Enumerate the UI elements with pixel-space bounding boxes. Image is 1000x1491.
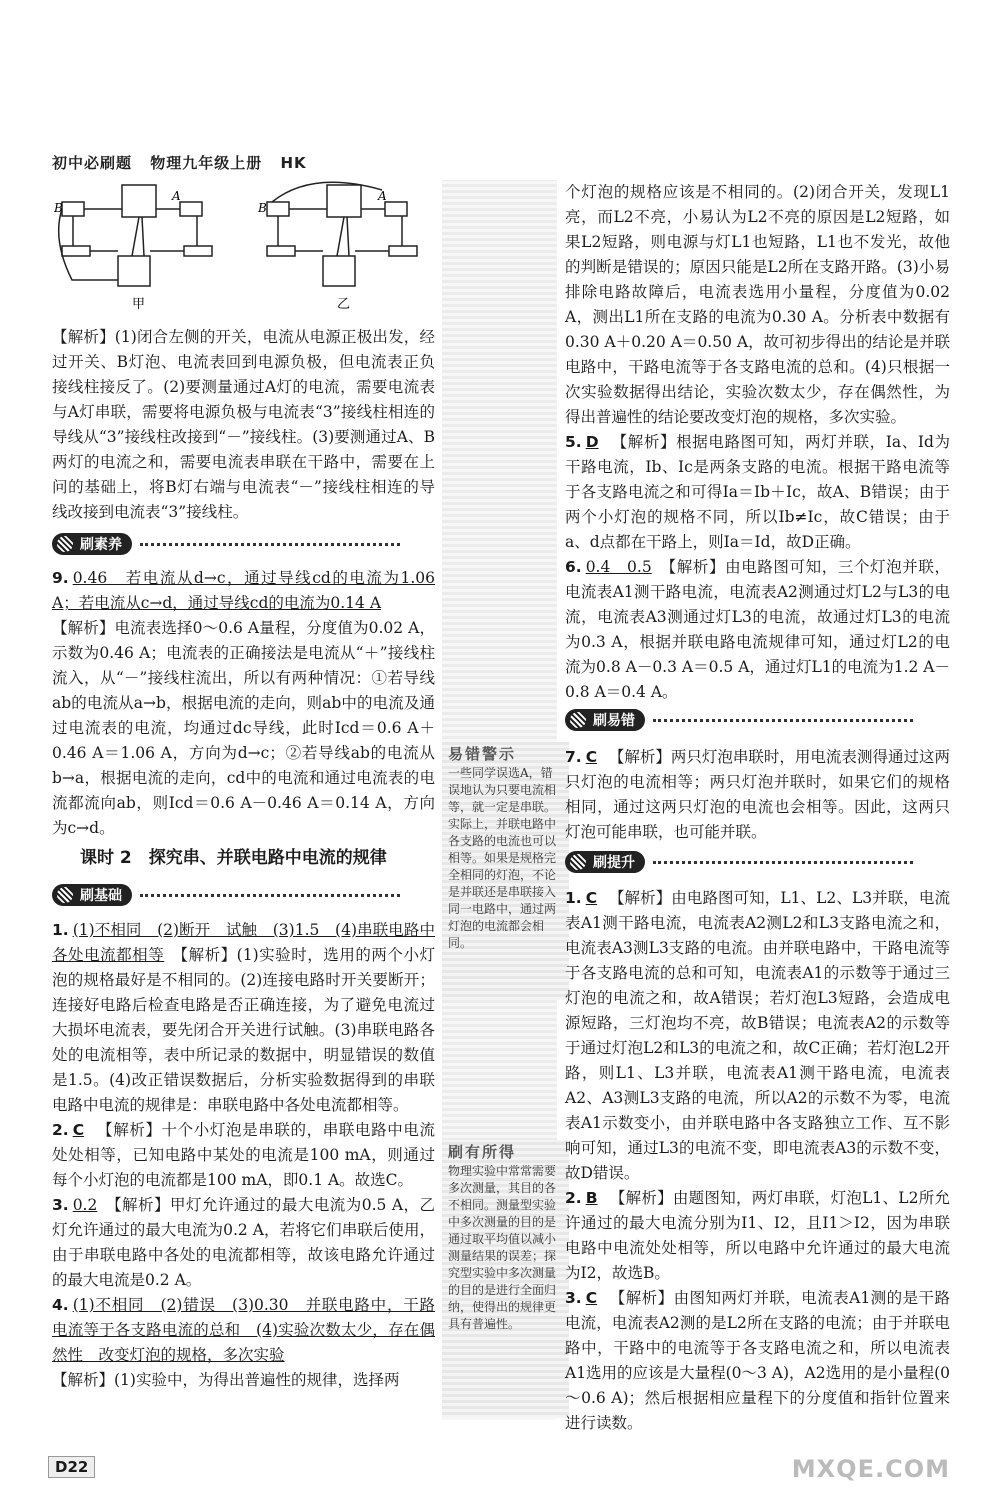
paragraph: 个灯泡的规格应该是不相同的。(2)闭合开关，发现L1亮，而L2不亮，小易认为L2不亮的原因是L2短路，如果L2短路，则电源与灯L1也短路，L1也不发光，故他的判断是错误的；原因只能是L2所在支路开路。(3)小易排除电路故障后，电流表选用小量程，分度值为0.02 A，测出L1所在支路的电流为0.30 A。分析表中数据有0.30 A＋0.20 A＝0.50 A，故可初步得出的结论是并联电路中，干路电流等于各支路电流的总和。(4)只根据一次实验数据得出结论，实验次数太少，存在偶然性，为得出普遍性的结论要改变灯泡的规格，多次实验。 — [565, 183, 950, 426]
section-tisheng — [565, 851, 913, 875]
tip-title: 易错警示 — [448, 745, 517, 763]
bulb-b-label-2: B — [258, 201, 267, 215]
question-5: 5. D 【解析】根据电路图可知，两灯并联，Ia、Id为干路电流，Ib、Ic是两条支路的电流。根据干路电流等于各支路电流之和可得Ia＝Ib＋Ic，故A、B错误；由于两个小灯泡的规格不同，所以Ib≠Ic，故C错误；由于a、d点都在干路上，则Ia＝Id，故D正确。 — [565, 433, 950, 551]
circuit-figure — [52, 180, 442, 320]
section-label: 刷提升 — [565, 851, 645, 873]
circuit-jia — [59, 185, 212, 286]
section-jichu — [52, 884, 400, 908]
left-block-3 — [52, 918, 435, 1393]
section-yicuo — [565, 709, 913, 733]
bulb-b-label: B — [54, 201, 63, 215]
question-9-explanation: 【解析】电流表选择0～0.6 A量程，分度值为0.02 A，示数为0.46 A；电流表的正确接法是电流从“＋”接线柱流入，从“－”接线柱流出，所以有两种情况：①若导线ab的电流从a→b，根据电流的走向，则ab中的电流及通过电流表的电流，均通过dc导线，此时Icd＝0.6 A＋0.46 A＝1.06 A，方向为d→c；②若导线ab的电流从b→a，根据电流的走向，cd中的电流和通过电流表的电流都流向ab，则Icd＝0.6 A－0.46 A＝0.14 A，方向为c→d。 — [52, 619, 435, 837]
question-1: 1. (1)不相同 (2)断开 试触 (3)1.5 (4)串联电路中各处电流都相等 【解析】(1)实验时，选用的两个小灯泡的规格最好是不相同的。(2)连接电路时开关要断开；连接好电路后检查电路是否正确连接，为了避免电流过大损坏电流表，要先闭合开关进行试触。(3)串联电路各处的电流相等，表中所记录的数据中，明显错误的数值是1.5。(4)改正错误数据后，分析实验数据得到的串联电路中电流的规律是：串联电路中各处电流都相等。 — [52, 921, 435, 1114]
tisheng-question-3: 3. C 【解析】由图知两灯并联，电流表A1测的是干路电流，电流表A2测的是L2所在支路的电流；由于并联电路中，干路中的电流等于各支路电流之和，所以电流表A1选用的应该是大量程(0～3 A)，A2选用的是小量程(0～0.6 A)；然后根据相应量程下的分度值和指针位置来进行读数。 — [565, 1289, 950, 1432]
question-7: 7. C 【解析】两只灯泡串联时，用电流表测得通过这两只灯泡的电流相等；两只灯泡并联时，如果它们的规格相同，通过这两只灯泡的电流也会相等。因此，这两只灯泡可能串联，也可能并联。 — [565, 748, 950, 841]
question-6: 6. 0.4 0.5 【解析】由电路图可知，三个灯泡并联，电流表A1测干路电流，电流表A2测通过灯L2与L3的电流，电流表A3测通过灯L3的电流，故通过灯L3的电流为0.3 A，根据并联电路电流规律可知，通过灯L2的电流为0.8 A－0.3 A＝0.5 A，通过灯L1的电流为1.2 A－0.8 A＝0.4 A。 — [565, 558, 950, 701]
tip-body: 一些同学误选A，错误地认为只要电流相等，就一定是串联。实际上，并联电路中各支路的电流也可以相等。如果是规格完全相同的灯泡，不论是并联还是串联接入同一电路中，通过两灯泡的电流都会相同。 — [448, 766, 557, 950]
tip-box-gain — [442, 1140, 569, 1418]
question-2: 2. C 【解析】十个小灯泡是串联的，串联电路中电流处处相等，已知电路中某处的电流是100 mA，则通过每个小灯泡的电流都是100 mA，即0.1 A。故选C。 — [52, 1121, 435, 1189]
right-block-1 — [565, 180, 950, 705]
section-label: 刷基础 — [52, 884, 132, 906]
tip-title: 刷有所得 — [448, 1143, 517, 1161]
bulb-a-label: A — [172, 189, 181, 203]
section-label: 刷易错 — [565, 709, 645, 731]
lesson-title: 课时 2 探究串、并联电路中电流的规律 — [80, 848, 387, 868]
edition-code: HK — [280, 154, 307, 172]
tisheng-question-2: 2. B 【解析】由题图知，两灯串联，灯泡L1、L2所允许通过的最大电流分别为I1、I2，且I1＞I2，因为串联电路中电流处处相等，所以电路中允许通过的最大电流为I2，故选B。 — [565, 1189, 950, 1282]
tip-body: 物理实验中常常需要多次测量，其目的各不相同。测量型实验中多次测量的目的是通过取平均值以减小测量结果的误差；探究型实验中多次测量的目的是进行全面归纳，使得出的规律更具有普遍性。 — [448, 1164, 557, 1331]
page-number: D22 — [48, 1456, 95, 1478]
question-9: 9. 0.46 若电流从d→c，通过导线cd的电流为1.06 A；若电流从c→d，通过导线cd的电流为0.14 A — [52, 569, 435, 612]
figure-label-yi: 乙 — [337, 297, 351, 312]
watermark: MXQE.COM — [791, 1455, 950, 1483]
bulb-a-label-2: A — [378, 189, 387, 203]
left-block-1 — [52, 325, 435, 525]
left-block-2 — [52, 566, 435, 841]
series-name: 初中必刷题 — [52, 154, 133, 172]
section-suyang — [52, 533, 400, 557]
figure-label-jia: 甲 — [132, 297, 146, 312]
tisheng-question-1: 1. C 【解析】由电路图可知，L1、L2、L3并联，电流表A1测干路电流，电流表A2测L2和L3支路电流之和，电流表A3测L3支路的电流。由并联电路中，干路电流等于各支路电流的总和可知，电流表A1的示数等于通过三灯泡的电流之和，故A错误；若灯泡L3短路，会造成电源短路，三灯泡均不亮，故B错误；电流表A2的示数等于通过灯泡L2和L3的电流之和，故C正确；若灯泡L2开路，则L1、L3并联，电流表A1测干路电流，电流表A2、A3测L3支路的电流，所以A2的示数不为零，电流表A1示数变小，由并联电路中各支路独立工作、互不影响可知，通过L3的电流不变，即电流表A3的示数不变，故D错误。 — [565, 889, 950, 1182]
subject-name: 物理九年级上册 — [150, 154, 263, 172]
right-block-3 — [565, 886, 950, 1436]
page-header — [52, 152, 319, 173]
paragraph: 【解析】(1)闭合左侧的开关，电流从电源正极出发，经过开关、B灯泡、电流表回到电源负极，但电流表正负接线柱接反了。(2)要测量通过A灯的电流，需要电流表与A灯串联，需要将电源负极与电流表“3”接线柱相连的导线从“3”接线柱改接到“－”接线柱。(3)要测通过A、B两灯的电流之和，需要电流表串联在干路中，需要在上问的基础上，将B灯右端与电流表“－”接线柱相连的导线改接到电流表“3”接线柱。 — [52, 328, 435, 521]
question-4-explanation: 【解析】(1)实验中，为得出普遍性的规律，选择两 — [52, 1371, 400, 1389]
tip-box-error — [442, 742, 569, 1000]
right-block-2 — [565, 745, 950, 845]
question-4: 4. (1)不相同 (2)错误 (3)0.30 并联电路中，干路电流等于各支路电流的总和 (4)实验次数太少，存在偶然性 改变灯泡的规格，多次实验 — [52, 1296, 435, 1364]
circuit-yi — [267, 182, 417, 286]
question-3: 3. 0.2 【解析】甲灯允许通过的最大电流为0.5 A，乙灯允许通过的最大电流为0.2 A，若将它们串联后使用，由于串联电路中各处的电流都相等，故该电路允许通过的最大电流是0.2 A。 — [52, 1196, 435, 1289]
section-label: 刷素养 — [52, 533, 132, 555]
